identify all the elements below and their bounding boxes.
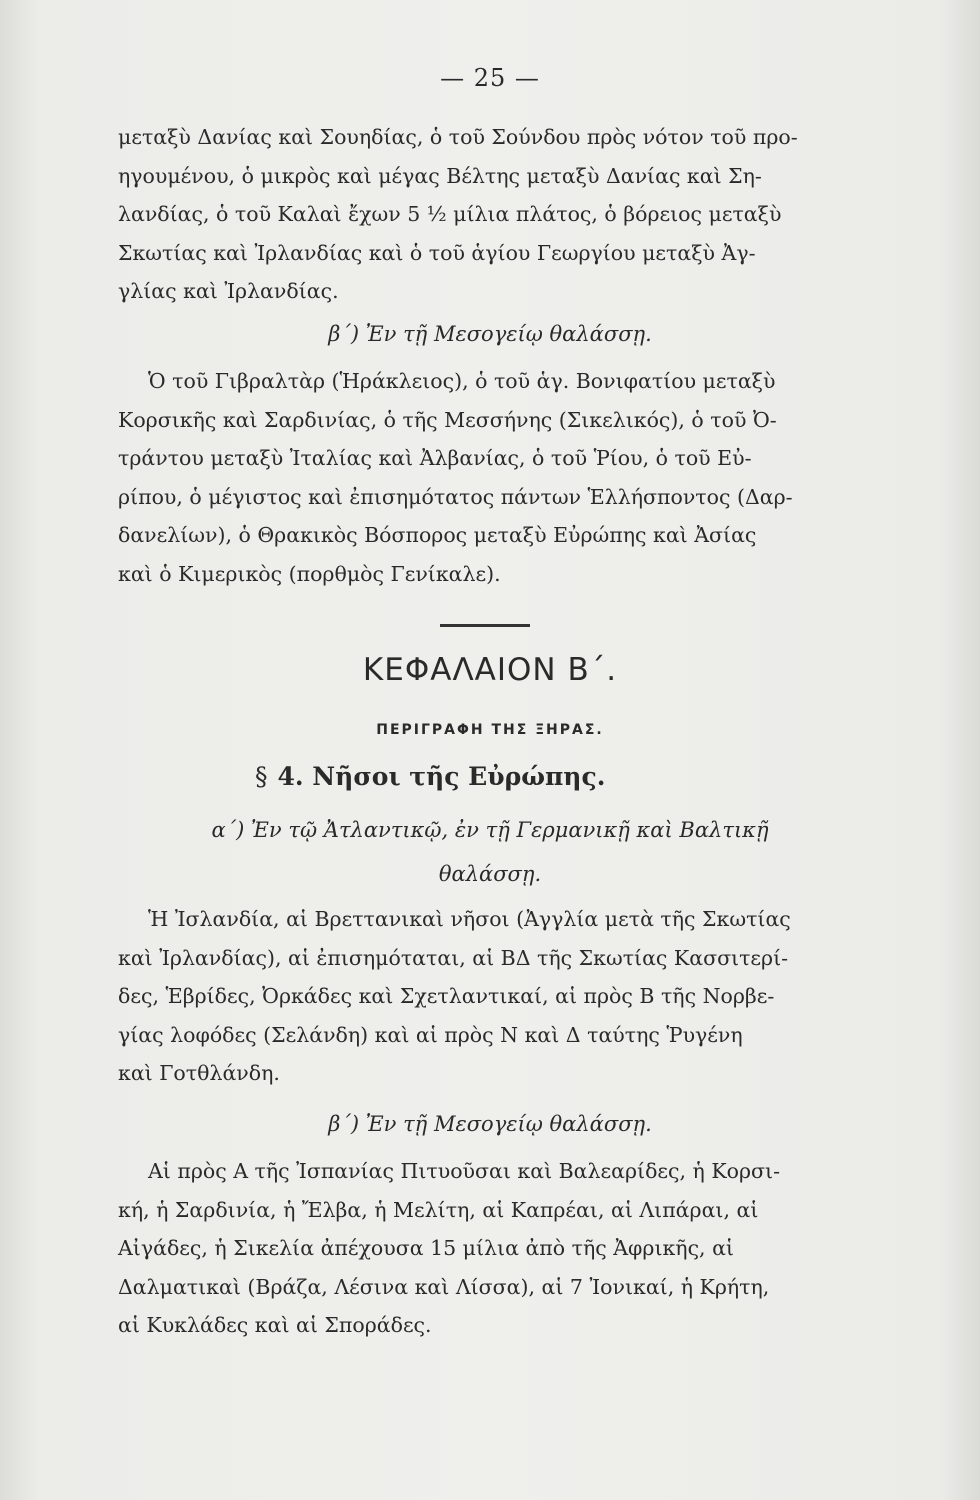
- text-line: ηγουμένου, ὁ μικρὸς καὶ μέγας Βέλτης μεταξὺ Δανίας καὶ Ση-: [118, 163, 762, 188]
- section-title: 4. Νῆσοι τῆς Εὐρώπης.: [277, 762, 606, 791]
- subheading-atlantic-cont: θαλάσσῃ.: [438, 862, 542, 886]
- text-line: γλίας καὶ Ἰρλανδίας.: [118, 279, 339, 304]
- text-line: μεταξὺ Δανίας καὶ Σουηδίας, ὁ τοῦ Σούνδου πρὸς νότον τοῦ προ-: [118, 125, 798, 149]
- paragraph-straits-mediterranean: [118, 362, 833, 594]
- section-symbol: §: [255, 762, 268, 791]
- text-line: λανδίας, ὁ τοῦ Καλαὶ ἔχων 5 ½ μίλια πλάτος, ὁ βόρειος μεταξὺ: [118, 202, 782, 227]
- text-line: αἱ Κυκλάδες καὶ αἱ Σποράδες.: [118, 1313, 432, 1338]
- text-line: καὶ Ἰρλανδίας), αἱ ἐπισημόταται, αἱ ΒΔ τῆς Σκωτίας Κασσιτερί-: [118, 945, 789, 970]
- chapter-title: ΚΕΦΑΛΑΙΟΝ Β΄.: [362, 652, 618, 688]
- page-number: — 25 —: [440, 64, 540, 92]
- paragraph-straits-north: [118, 118, 833, 311]
- section-divider: [440, 624, 530, 627]
- paragraph-islands-atlantic: [118, 900, 833, 1093]
- text-line: Δαλματικαὶ (Βράζα, Λέσινα καὶ Λίσσα), αἱ 7 Ἰονικαί, ἡ Κρήτη,: [118, 1274, 770, 1299]
- subheading-mediterranean: β΄) Ἐν τῇ Μεσογείῳ θαλάσσῃ.: [328, 322, 652, 346]
- text-line: δανελίων), ὁ Θρακικὸς Βόσπορος μεταξὺ Εὐρώπης καὶ Ἀσίας: [118, 523, 757, 548]
- text-line: Σκωτίας καὶ Ἰρλανδίας καὶ ὁ τοῦ ἁγίου Γεωργίου μεταξὺ Ἀγ-: [118, 240, 756, 265]
- text-line: κή, ἡ Σαρδινία, ἡ Ἔλβα, ἡ Μελίτη, αἱ Καπρέαι, αἱ Λιπάραι, αἱ: [118, 1197, 759, 1222]
- text-line: Αἱ πρὸς Α τῆς Ἰσπανίας Πιτυοῦσαι καὶ Βαλεαρίδες, ἡ Κορσι-: [148, 1159, 781, 1183]
- text-line: δες, Ἑβρίδες, Ὀρκάδες καὶ Σχετλαντικαί, αἱ πρὸς Β τῆς Νορβε-: [118, 984, 775, 1009]
- subheading-mediterranean-islands: β΄) Ἐν τῇ Μεσογείῳ θαλάσσῃ.: [328, 1112, 652, 1136]
- text-line: καὶ ὁ Κιμερικὸς (πορθμὸς Γενίκαλε).: [118, 561, 501, 586]
- text-line: τράντου μεταξὺ Ἰταλίας καὶ Ἀλβανίας, ὁ τοῦ Ῥίου, ὁ τοῦ Εὐ-: [118, 446, 752, 471]
- section-heading: [255, 762, 605, 791]
- chapter-subtitle: ΠΕΡΙΓΡΑΦΗ ΤΗΣ ΞΗΡΑΣ.: [376, 722, 604, 738]
- paragraph-islands-mediterranean: [118, 1152, 833, 1345]
- text-line: Ἡ Ἰσλανδία, αἱ Βρεττανικαὶ νῆσοι (Ἀγγλία μετὰ τῆς Σκωτίας: [148, 907, 791, 931]
- text-line: καὶ Γοτθλάνδη.: [118, 1061, 280, 1086]
- text-line: Κορσικῆς καὶ Σαρδινίας, ὁ τῆς Μεσσήνης (Σικελικός), ὁ τοῦ Ὀ-: [118, 407, 777, 432]
- text-line: ρίπου, ὁ μέγιστος καὶ ἐπισημότατος πάντων Ἑλλήσποντος (Δαρ-: [118, 484, 793, 509]
- text-line: Αἰγάδες, ἡ Σικελία ἀπέχουσα 15 μίλια ἀπὸ τῆς Ἀφρικῆς, αἱ: [118, 1236, 734, 1261]
- subheading-atlantic: α΄) Ἐν τῷ Ἀτλαντικῷ, ἐν τῇ Γερμανικῇ καὶ Βαλτικῇ: [211, 818, 769, 842]
- text-line: γίας λοφόδες (Σελάνδη) καὶ αἱ πρὸς Ν καὶ Δ ταύτης Ῥυγένη: [118, 1022, 743, 1047]
- text-line: Ὁ τοῦ Γιβραλτὰρ (Ἡράκλειος), ὁ τοῦ ἁγ. Βονιφατίου μεταξὺ: [148, 369, 776, 393]
